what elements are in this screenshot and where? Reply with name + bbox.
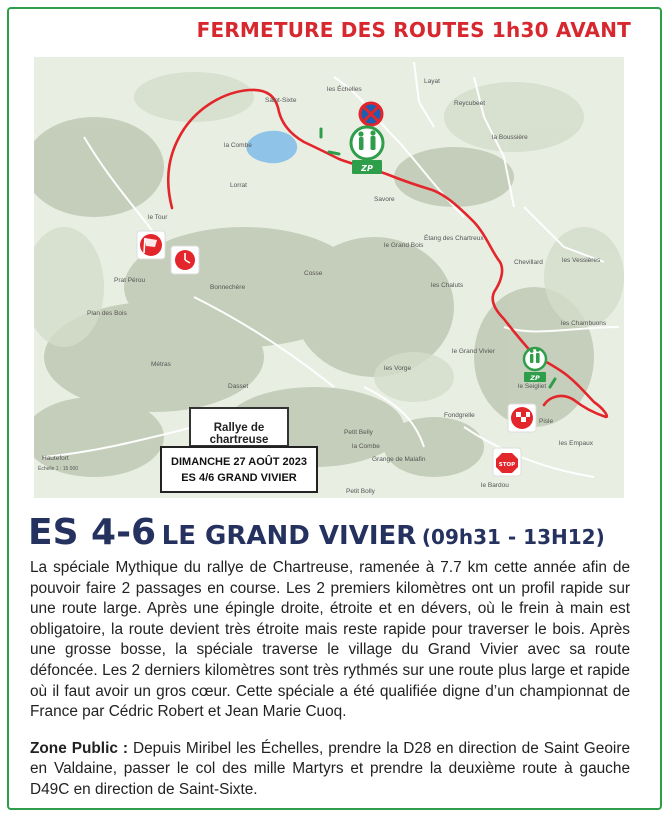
zp-badge (524, 372, 546, 382)
place-label: la Combe (352, 443, 380, 450)
place-label: Petit Bolly (346, 488, 375, 495)
public-zone-label: Zone Public : (30, 739, 129, 757)
pedestrian-icon (524, 348, 546, 370)
place-label: le Grand Bois (384, 242, 424, 249)
place-label: Cosse (304, 270, 323, 277)
start-flag-icon (137, 231, 165, 259)
rally-logo (189, 407, 289, 447)
place-label: Lorrat (230, 182, 247, 189)
svg-text:ZP: ZP (530, 374, 540, 382)
place-label: Métras (151, 361, 171, 368)
event-date: DIMANCHE 27 AOÛT 2023 (171, 456, 307, 468)
zp-badge (352, 160, 382, 174)
rally-logo-text: Rallye de chartreuse (209, 422, 269, 446)
place-label: le Tour (148, 214, 168, 221)
place-label: Étang des Chartreux (424, 235, 484, 242)
map-canvas (34, 57, 624, 498)
place-label: le Bardou (481, 482, 509, 489)
event-date-box (160, 446, 318, 493)
place-label: le Grand Vivier (452, 348, 495, 355)
place-label: Plan des Bois (87, 310, 127, 317)
place-label: Bonnechère (210, 284, 246, 291)
place-label: Dasset (228, 383, 249, 390)
stage-label: ES 4/6 GRAND VIVIER (181, 472, 297, 484)
place-label: Pisle (539, 418, 554, 425)
place-label: Fondgrelle (444, 412, 475, 419)
place-label: le Seigliet (518, 383, 547, 390)
place-label: Grange de Malafin (372, 456, 426, 463)
place-label: les Empaux (559, 440, 593, 447)
place-label: Reycubeet (454, 100, 486, 107)
stage-title (28, 512, 605, 553)
place-label: Savore (374, 196, 395, 203)
place-label: Hautefort (42, 455, 69, 462)
place-label: Prat Pérou (114, 277, 146, 284)
stage-map[interactable] (34, 57, 624, 498)
map-scale: Échelle 1 : 15 000 (38, 466, 79, 472)
svg-text:STOP: STOP (498, 462, 516, 468)
place-label: Saint-Sixte (265, 97, 297, 104)
place-label: les Vessières (562, 257, 601, 264)
no-parking-icon (360, 103, 382, 125)
public-zone-text: Depuis Miribel les Échelles, prendre la D28 en direction de Saint Geoire en Valdaine, passer le col des mille Martyrs et prendre la deuxième route à gauche D49C en direction de Saint-Sixte. (30, 739, 630, 798)
place-label: Chevillard (514, 259, 543, 266)
stage-number: ES 4-6 (28, 512, 157, 553)
place-label: les Chaluts (431, 282, 464, 289)
public-zone-paragraph (30, 739, 630, 801)
place-label: Layat (424, 78, 440, 85)
place-label: Petit Belly (344, 429, 373, 436)
place-label: les Chambuons (561, 320, 607, 327)
place-label: les Vorge (384, 365, 412, 372)
description-text: La spéciale Mythique du rallye de Chartreuse, ramenée à 7.7 km cette année afin de pouvoir faire 2 passages en course. Les 2 premiers kilomètres ont un profil rapide sur une route large. Après une épingle droite, étroite et en dévers, où le frein à main est obligatoire, la route devient très étroite mais reste rapide pour traverser le bois. Après une grosse bosse, la spéciale traverse le village du Grand Vivier avec sa route défoncée. Les 2 derniers kilomètres sont très rythmés sur une route plus large et rapide où il faut avoir un gros cœur. Cette spéciale a été qualifiée digne d’un championnat de France par Cédric Robert et Jean Marie Cuoq. (30, 559, 630, 721)
stage-name: LE GRAND VIVIER (161, 521, 417, 551)
place-label: la Combe (224, 142, 252, 149)
svg-text:ZP: ZP (361, 164, 373, 173)
stage-description (30, 558, 630, 817)
time-control-icon (171, 246, 199, 274)
place-label: les Échelles (327, 86, 362, 93)
finish-flag-icon (508, 404, 536, 432)
stage-times: (09h31 - 13H12) (421, 525, 605, 549)
pedestrian-icon (351, 127, 383, 159)
stop-icon (493, 448, 521, 476)
road-closure-headline: FERMETURE DES ROUTES 1h30 AVANT (196, 18, 631, 42)
place-label: la Boussière (492, 134, 528, 141)
